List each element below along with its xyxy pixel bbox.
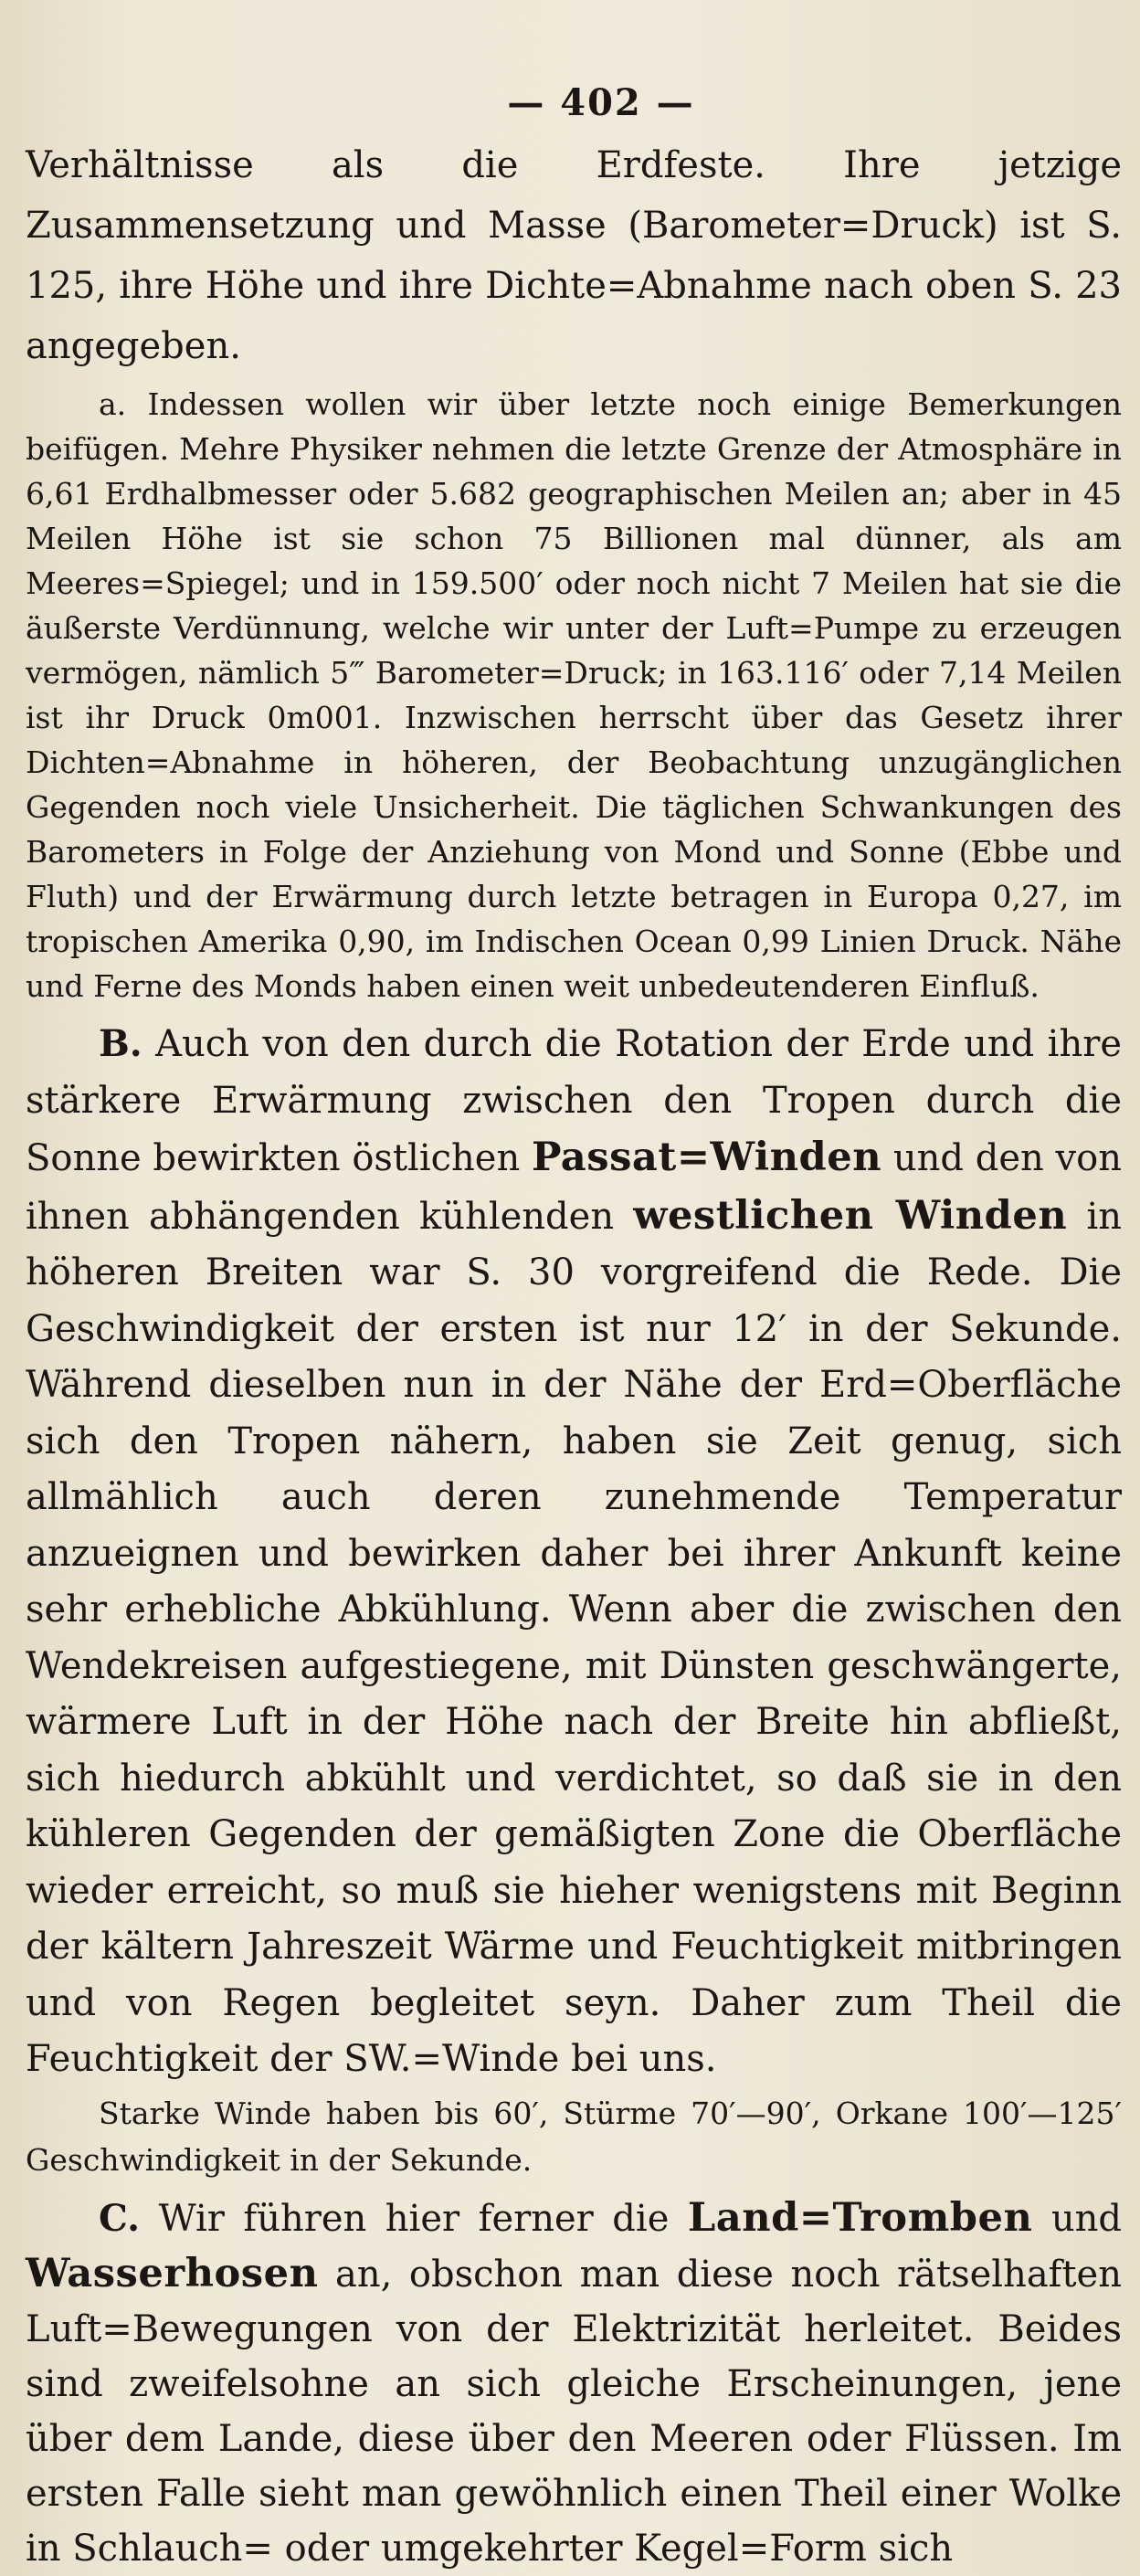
lead-paragraph: Verhältnisse als die Erdfeste. Ihre jetzige Zusammensetzung und Masse (Barometer=Druck) ist S. 125, ihre Höhe und ihre Dichte=Abnahme nach oben S. 23 angegeben. — [26, 144, 1122, 367]
section-c-text-1: Wir führen hier ferner die — [158, 2197, 670, 2240]
section-c-text-3: an, obschon man diese noch rätselhaften Luft=Bewegungen von der Elektrizität herleitet. Beides sind zweifelsohne an sich gleiche Erscheinungen, jene über dem Lande, diese über den Meeren oder Flüssen. Im ersten Falle sieht man gewöhnlich einen Theil einer Wolke in Schlauch= oder umgekehrter Kegel=Form sich — [26, 2253, 1122, 2570]
section-b-marker: B. — [99, 1022, 142, 1065]
section-b-emphasis-westlich: westlichen Winden — [633, 1191, 1068, 1239]
book-page — [26, 71, 1122, 2576]
note-b-paragraph: Starke Winde haben bis 60′, Stürme 70′—90′, Orkane 100′—125′ Geschwindigkeit in der Sekunde. — [26, 2095, 1122, 2178]
section-c-text-2: und — [1050, 2197, 1123, 2240]
section-b-paragraph — [26, 1016, 1122, 2088]
section-c-emphasis-tromben: Land=Tromben — [687, 2193, 1033, 2241]
section-b-text-3: in höheren Breiten war S. 30 vorgreifend die Rede. Die Geschwindigkeit der ersten ist nur 12′ in der Sekunde. Während dieselben nun in der Nähe der Erd=Oberfläche sich den Tropen nähern, haben sie Zeit genug, sich allmählich auch deren zunehmende Temperatur anzueignen und bewirken daher bei ihrer Ankunft keine sehr erhebliche Abkühlung. Wenn aber die zwischen den Wendekreisen aufgestiegene, mit Dünsten geschwängerte, wärmere Luft in der Höhe nach der Breite hin abfließt, sich hiedurch abkühlt und verdichtet, so daß sie in den kühleren Gegenden der gemäßigten Zone die Oberfläche wieder erreicht, so muß sie hieher wenigstens mit Beginn der kältern Jahreszeit Wärme und Feuchtigkeit mitbringen und von Regen begleitet seyn. Daher zum Theil die Feuchtigkeit der SW.=Winde bei uns. — [26, 1195, 1122, 2080]
section-c-paragraph — [26, 2191, 1122, 2576]
section-c-marker: C. — [99, 2196, 141, 2240]
section-b-text-2: und den von ihnen abhängenden kühlenden — [26, 1137, 1122, 1238]
note-a-paragraph: a. Indessen wollen wir über letzte noch einige Bemerkungen beifügen. Mehre Physiker nehmen die letzte Grenze der Atmosphäre in 6,61 Erdhalbmesser oder 5.682 geographischen Meilen an; aber in 45 Meilen Höhe ist sie schon 75 Billionen mal dünner, als am Meeres=Spiegel; und in 159.500′ oder noch nicht 7 Meilen hat sie die äußerste Verdünnung, welche wir unter der Luft=Pumpe zu erzeugen vermögen, nämlich 5‴ Barometer=Druck; in 163.116′ oder 7,14 Meilen ist ihr Druck 0m001. Inzwischen herrscht über das Gesetz ihrer Dichten=Abnahme in höheren, der Beobachtung unzugänglichen Gegenden noch viele Unsicherheit. Die täglichen Schwankungen des Barometers in Folge der Anziehung von Mond und Sonne (Ebbe und Fluth) und der Erwärmung durch letzte betragen in Europa 0,27, im tropischen Amerika 0,90, im Indischen Ocean 0,99 Linien Druck. Nähe und Ferne des Monds haben einen weit unbedeutenderen Einfluß. — [26, 386, 1122, 1004]
page-number: — 402 — — [507, 81, 695, 124]
section-b-text-1: Auch von den durch die Rotation der Erde und ihre stärkere Erwärmung zwischen den Tropen durch die Sonne bewirkten östlichen — [26, 1023, 1122, 1179]
section-b-emphasis-passat: Passat=Winden — [531, 1134, 882, 1180]
section-c-emphasis-wasserhosen: Wasserhosen — [26, 2249, 319, 2296]
